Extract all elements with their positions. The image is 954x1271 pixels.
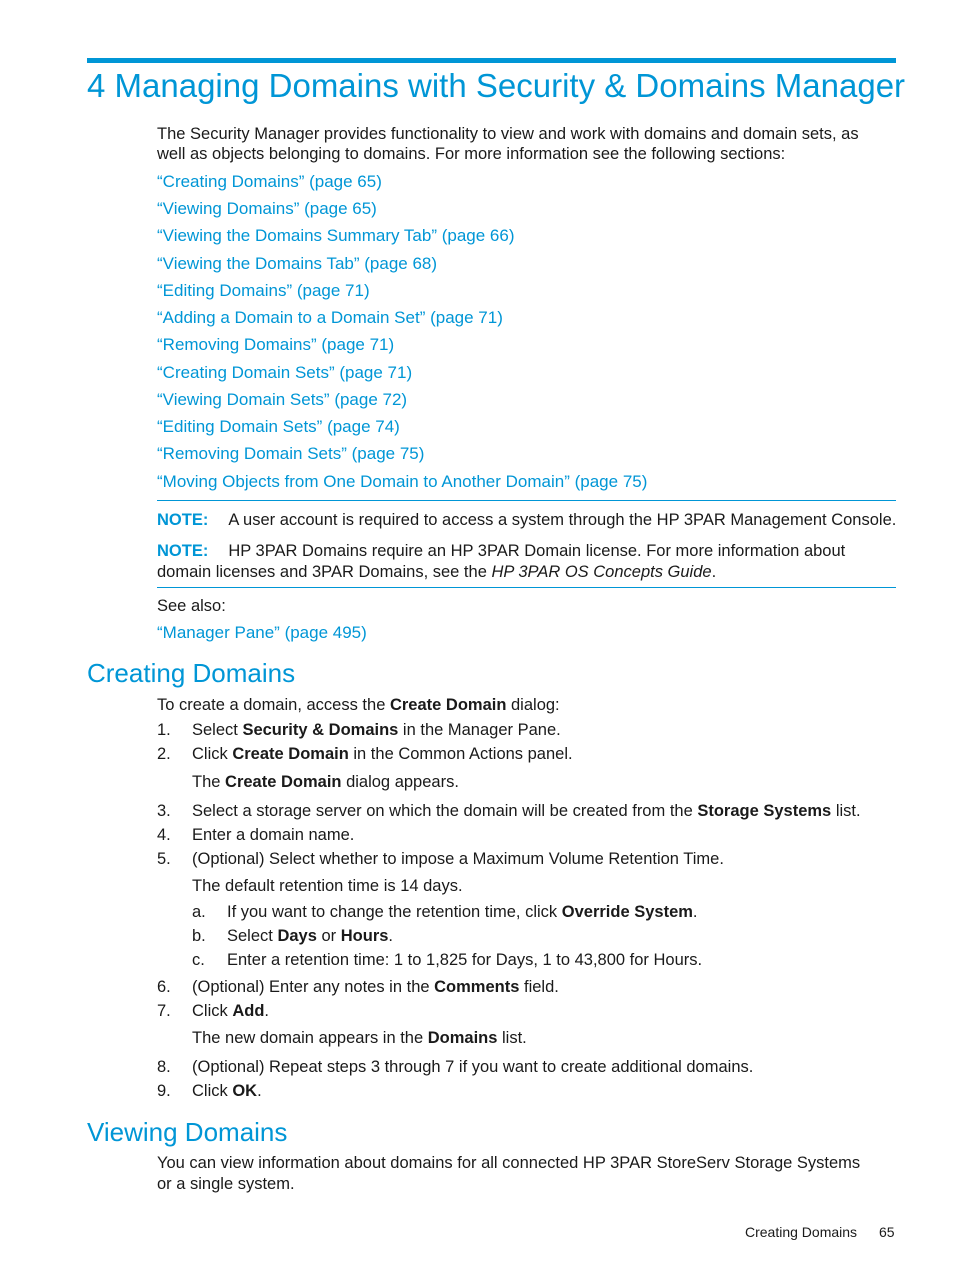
creating-intro-a: To create a domain, access the — [157, 696, 390, 714]
note-1-text: A user account is required to access a system through the HP 3PAR Management Console. — [228, 511, 897, 529]
step-1-a: Select — [192, 721, 243, 739]
step-1 — [192, 720, 561, 740]
step-5: (Optional) Select whether to impose a Maximum Volume Retention Time. — [192, 850, 724, 868]
step-2-result-b: dialog appears. — [341, 773, 459, 791]
step-9-a: Click — [192, 1082, 233, 1100]
step-number: 8. — [157, 1058, 171, 1076]
footer-page-number: 65 — [879, 1224, 895, 1240]
step-7-bold: Add — [232, 1002, 265, 1020]
creating-intro-b: dialog: — [506, 696, 560, 714]
step-3-b: list. — [831, 802, 861, 820]
substep-b-mid: or — [316, 927, 341, 945]
step-2-result-a: The — [192, 773, 226, 791]
step-6-bold: Comments — [434, 978, 520, 996]
step-1-bold: Security & Domains — [242, 721, 399, 739]
step-number: 5. — [157, 850, 171, 868]
see-also-label: See also: — [157, 597, 226, 615]
substep-c: Enter a retention time: 1 to 1,825 for Days, 1 to 43,800 for Hours. — [227, 951, 703, 969]
note-label: NOTE: — [157, 542, 209, 560]
substep-b-a: Select — [227, 927, 278, 945]
step-1-b: in the Manager Pane. — [398, 721, 561, 739]
link-creating-domain-sets[interactable]: “Creating Domain Sets” (page 71) — [157, 363, 413, 382]
step-2-bold: Create Domain — [232, 745, 349, 763]
note-2-line-1 — [157, 541, 896, 562]
substep-b — [227, 926, 393, 946]
substep-b-days: Days — [277, 927, 317, 945]
step-9-bold: OK — [232, 1082, 258, 1100]
step-6-a: (Optional) Enter any notes in the — [192, 978, 435, 996]
step-3-bold: Storage Systems — [697, 802, 832, 820]
link-removing-domains[interactable]: “Removing Domains” (page 71) — [157, 335, 395, 354]
link-viewing-domain-sets[interactable]: “Viewing Domain Sets” (page 72) — [157, 390, 408, 409]
step-6-b: field. — [519, 978, 559, 996]
creating-intro — [157, 695, 560, 715]
note-label: NOTE: — [157, 511, 209, 529]
link-moving-objects[interactable]: “Moving Objects from One Domain to Another Domain” (page 75) — [157, 472, 648, 491]
step-7-a: Click — [192, 1002, 233, 1020]
step-3 — [192, 801, 861, 821]
substep-number: c. — [192, 951, 205, 969]
step-8: (Optional) Repeat steps 3 through 7 if you want to create additional domains. — [192, 1058, 754, 1076]
link-editing-domain-sets[interactable]: “Editing Domain Sets” (page 74) — [157, 417, 400, 436]
substep-a-b: . — [692, 903, 698, 921]
section-title-creating-domains: Creating Domains — [87, 658, 296, 688]
step-2-b: in the Common Actions panel. — [348, 745, 573, 763]
step-number: 2. — [157, 745, 171, 763]
step-2 — [192, 744, 573, 764]
concepts-guide-title: HP 3PAR OS Concepts Guide — [491, 563, 712, 581]
step-2-result — [192, 772, 459, 792]
intro-line-1: The Security Manager provides functionality to view and work with domains and domain sets, as — [157, 125, 859, 143]
step-number: 9. — [157, 1082, 171, 1100]
step-6 — [192, 977, 559, 997]
creating-intro-bold: Create Domain — [389, 696, 507, 714]
step-2-result-bold: Create Domain — [225, 773, 342, 791]
link-viewing-domains-tab[interactable]: “Viewing the Domains Tab” (page 68) — [157, 254, 438, 273]
note-2-text-b: . — [711, 563, 717, 581]
viewing-line-1: You can view information about domains for all connected HP 3PAR StoreServ Storage Systems — [157, 1154, 861, 1172]
substep-a — [227, 902, 698, 922]
step-number: 6. — [157, 978, 171, 996]
link-manager-pane[interactable]: “Manager Pane” (page 495) — [157, 623, 367, 642]
step-2-a: Click — [192, 745, 233, 763]
note-2-text-a: domain licenses and 3PAR Domains, see the — [157, 563, 492, 581]
footer-section-name: Creating Domains — [745, 1224, 858, 1240]
step-7-result-b: list. — [497, 1029, 527, 1047]
step-9-b: . — [257, 1082, 262, 1100]
step-9 — [192, 1081, 262, 1101]
link-editing-domains[interactable]: “Editing Domains” (page 71) — [157, 281, 370, 300]
substep-number: a. — [192, 903, 206, 921]
step-number: 1. — [157, 721, 171, 739]
step-7-result-a: The new domain appears in the — [192, 1029, 428, 1047]
link-adding-domain-to-set[interactable]: “Adding a Domain to a Domain Set” (page 71) — [157, 308, 503, 327]
note-2-text: HP 3PAR Domains require an HP 3PAR Domain license. For more information about — [228, 542, 846, 560]
step-7 — [192, 1001, 269, 1021]
chapter-top-rule — [87, 58, 896, 63]
substep-b-b: . — [388, 927, 394, 945]
step-7-result-bold: Domains — [427, 1029, 498, 1047]
intro-line-2: well as objects belonging to domains. For more information see the following sections: — [157, 145, 786, 163]
section-title-viewing-domains: Viewing Domains — [87, 1117, 288, 1147]
step-4: Enter a domain name. — [192, 826, 355, 844]
step-number: 7. — [157, 1002, 171, 1020]
step-5-info: The default retention time is 14 days. — [192, 877, 463, 895]
substep-number: b. — [192, 927, 206, 945]
note-1 — [157, 510, 896, 531]
link-removing-domain-sets[interactable]: “Removing Domain Sets” (page 75) — [157, 444, 425, 463]
substep-b-hours: Hours — [340, 927, 389, 945]
link-viewing-domains[interactable]: “Viewing Domains” (page 65) — [157, 199, 377, 218]
step-3-a: Select a storage server on which the domain will be created from the — [192, 802, 698, 820]
chapter-title: 4 Managing Domains with Security & Domains Manager — [87, 67, 906, 104]
substep-a-bold: Override System — [561, 903, 693, 921]
link-viewing-domains-summary-tab[interactable]: “Viewing the Domains Summary Tab” (page 66) — [157, 226, 515, 245]
step-7-result — [192, 1028, 527, 1048]
step-7-b: . — [264, 1002, 270, 1020]
note-box — [157, 500, 896, 588]
note-2-line-2 — [157, 562, 896, 583]
step-number: 3. — [157, 802, 171, 820]
step-number: 4. — [157, 826, 171, 844]
viewing-line-2: or a single system. — [157, 1175, 295, 1193]
link-creating-domains[interactable]: “Creating Domains” (page 65) — [157, 172, 382, 191]
substep-a-a: If you want to change the retention time, click — [227, 903, 562, 921]
